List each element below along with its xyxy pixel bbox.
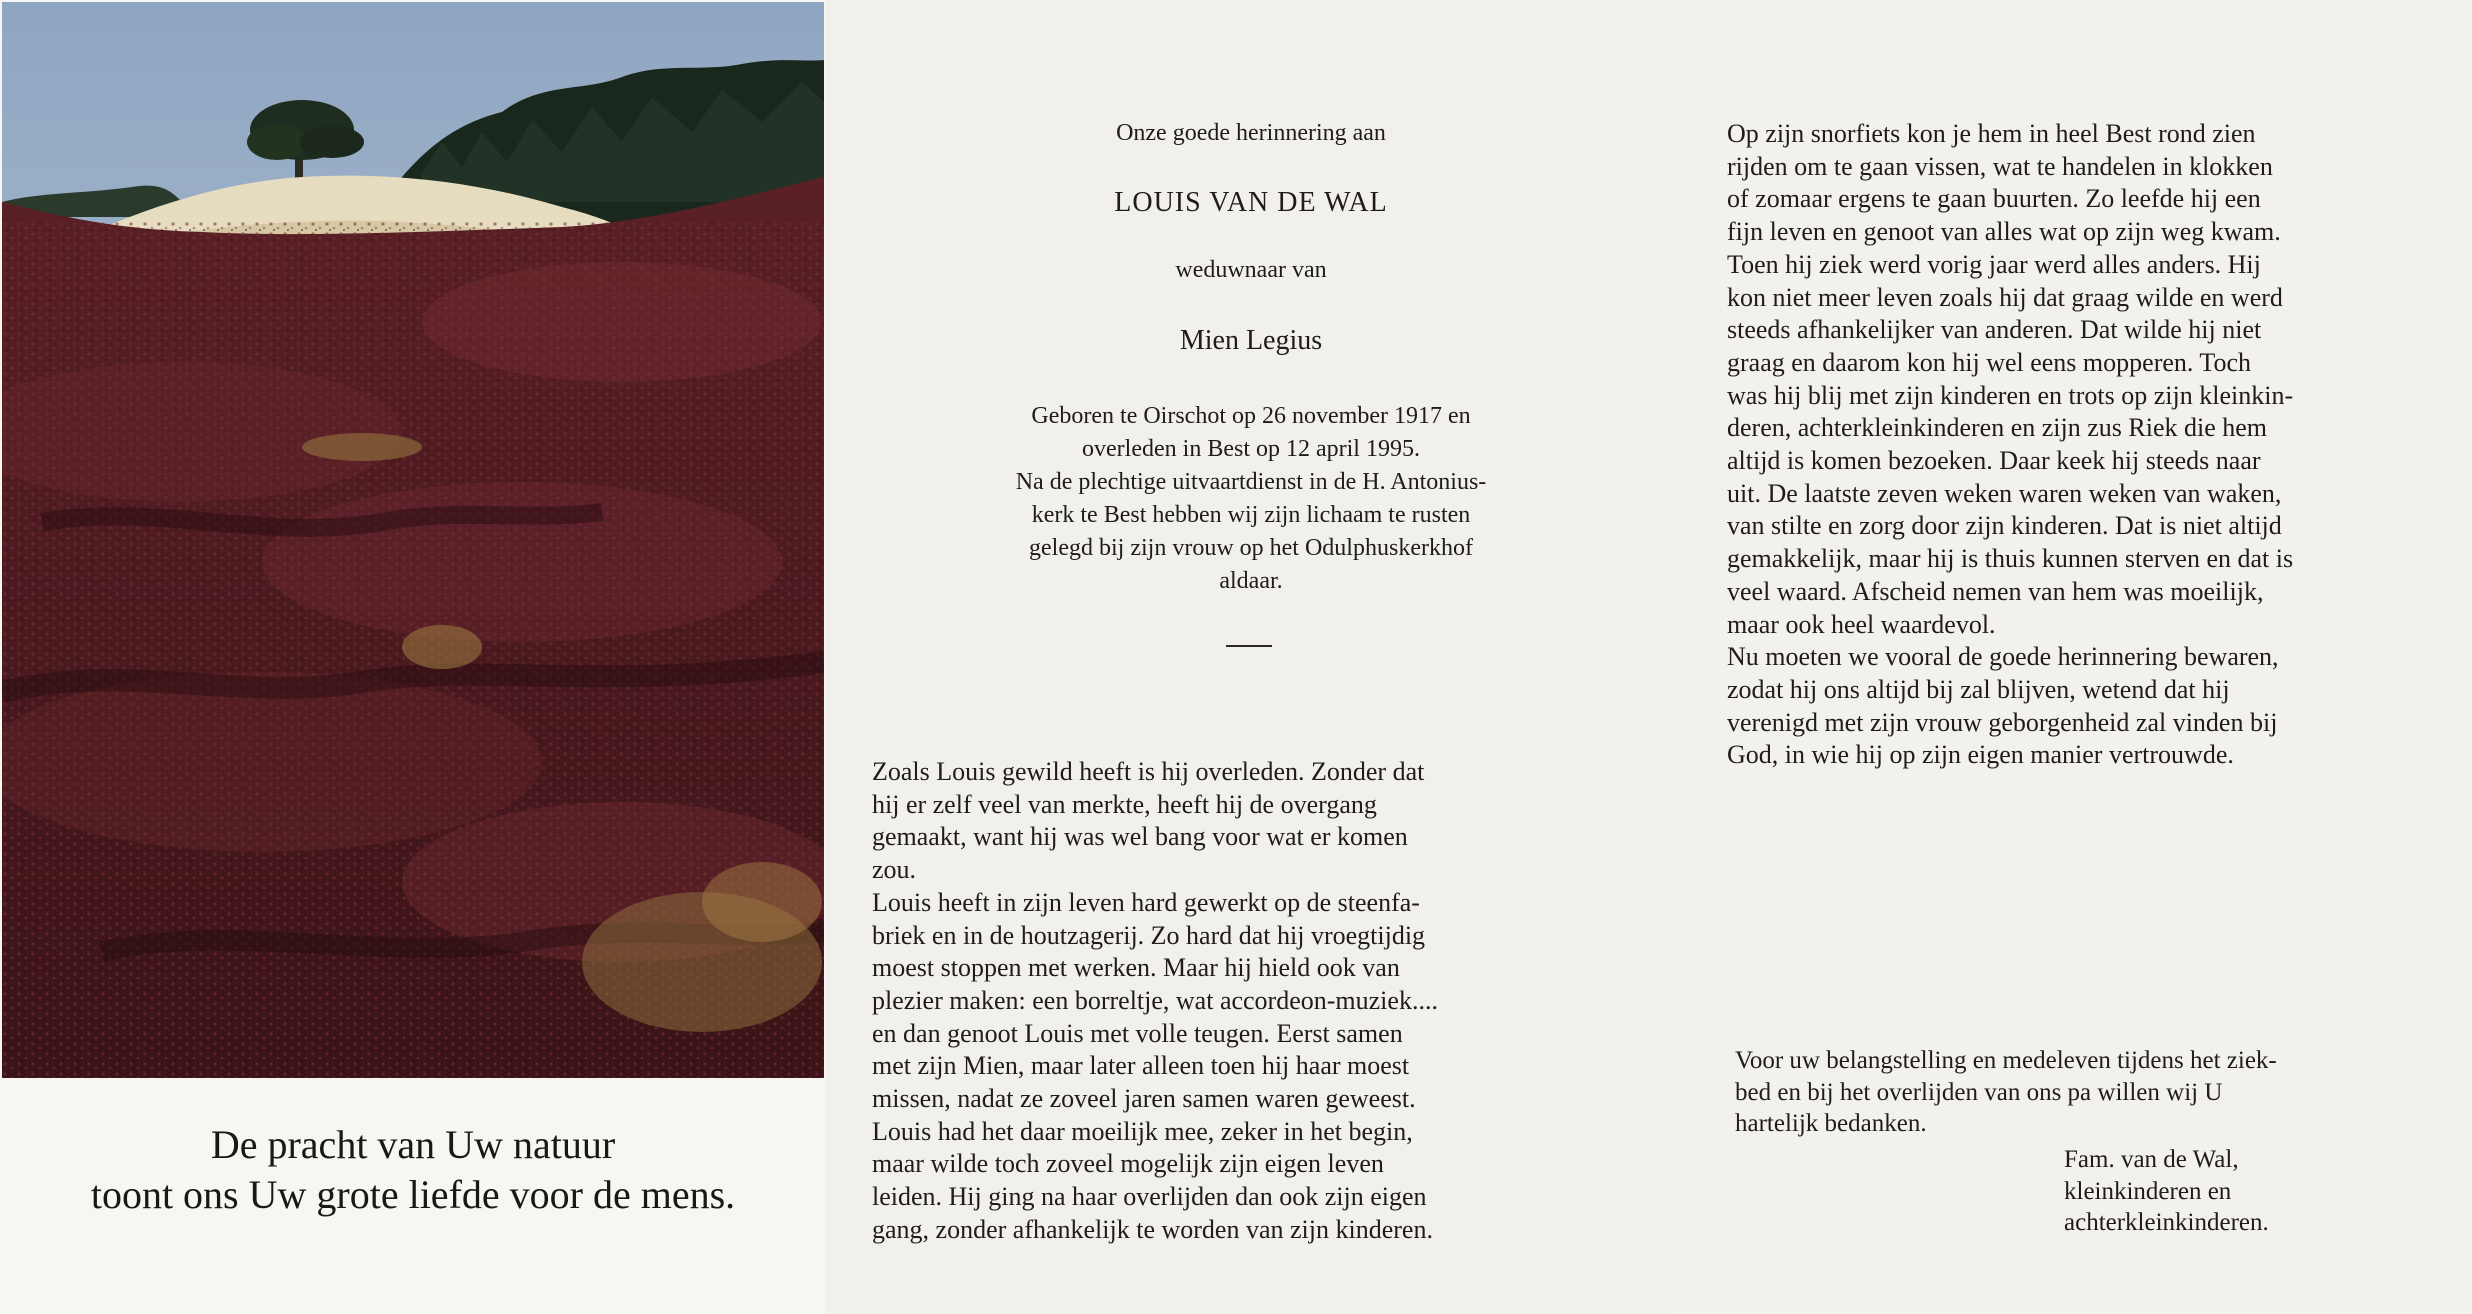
body-line: veel waard. Afscheid nemen van hem was moeilijk, — [1727, 576, 2264, 606]
body-line: gang, zonder afhankelijk te worden van zijn kinderen. — [872, 1214, 1433, 1244]
body-line: maar ook heel waardevol. — [1727, 609, 1996, 639]
body-line: kon niet meer leven zoals hij dat graag wilde en werd — [1727, 282, 2283, 312]
body-line: plezier maken: een borreltje, wat accordeon-muziek.... — [872, 985, 1438, 1015]
closing-line: hartelijk bedanken. — [1735, 1110, 1927, 1137]
details-line: overleden in Best op 12 april 1995. — [1082, 436, 1420, 462]
body-line: uit. De laatste zeven weken waren weken van waken, — [1727, 478, 2282, 508]
memorial-middle-panel — [826, 0, 1676, 1314]
body-line: gemaakt, want hij was wel bang voor wat er komen — [872, 822, 1408, 852]
body-line: deren, achterkleinkinderen en zijn zus Riek die hem — [1727, 413, 2268, 443]
body-line: leiden. Hij ging na haar overlijden dan ook zijn eigen — [872, 1182, 1427, 1212]
photo-panel — [0, 0, 826, 1314]
family-signature — [2064, 1144, 2269, 1239]
body-line: steeds afhankelijker van anderen. Dat wilde hij niet — [1727, 315, 2262, 345]
memorial-text-part-two — [1727, 118, 2293, 772]
body-line: fijn leven en genoot van alles wat op zijn weg kwam. — [1727, 217, 2281, 247]
caption-line: De pracht van Uw natuur — [210, 1122, 616, 1167]
body-line: verenigd met zijn vrouw geborgenheid zal vinden bij — [1727, 707, 2278, 737]
body-line: graag en daarom kon hij wel eens mopperen. Toch — [1727, 347, 2252, 377]
body-line: God, in wie hij op zijn eigen manier vertrouwde. — [1727, 740, 2234, 770]
body-line: Zoals Louis gewild heeft is hij overleden. Zonder dat — [872, 757, 1425, 786]
body-line: missen, nadat ze zoveel jaren samen waren geweest. — [872, 1084, 1416, 1114]
thank-you-text — [1735, 1045, 2277, 1140]
body-line: moest stoppen met werken. Maar hij hield ook van — [872, 953, 1400, 983]
body-line: zou. — [872, 855, 917, 885]
body-line: hij er zelf veel van merkte, heeft hij de overgang — [872, 789, 1377, 819]
body-line: en dan genoot Louis met volle teugen. Eerst samen — [872, 1018, 1403, 1048]
body-line: Nu moeten we vooral de goede herinnering bewaren, — [1727, 642, 2279, 672]
body-line: Op zijn snorfiets kon je hem in heel Best rond zien — [1727, 119, 2256, 148]
body-line: Toen hij ziek werd vorig jaar werd alles anders. Hij — [1727, 249, 2261, 279]
body-line: altijd is komen bezoeken. Daar keek hij steeds naar — [1727, 446, 2261, 476]
closing-line: bed en bij het overlijden van ons pa willen wij U — [1735, 1078, 2223, 1106]
widower-text: weduwnaar van — [1175, 257, 1327, 283]
photo-caption — [0, 1120, 826, 1220]
details-line: aldaar. — [1219, 568, 1283, 594]
body-line: rijden om te gaan vissen, wat te handelen in klokken — [1727, 151, 2273, 181]
body-line: gemakkelijk, maar hij is thuis kunnen sterven en dat is — [1727, 544, 2294, 574]
body-line: van stilte en zorg door zijn kinderen. Dat is niet altijd — [1727, 511, 2282, 541]
caption-line: toont ons Uw grote liefde voor de mens. — [90, 1172, 736, 1217]
body-line: was hij blij met zijn kinderen en trots op zijn kleinkin- — [1727, 380, 2294, 410]
body-line: briek en in de houtzagerij. Zo hard dat hij vroegtijdig — [872, 920, 1426, 950]
life-details — [826, 400, 1676, 598]
memorial-right-panel — [1676, 0, 2472, 1314]
closing-line: Voor uw belangstelling en medeleven tijdens het ziek- — [1735, 1047, 2277, 1074]
body-line: zodat hij ons altijd bij zal blijven, wetend dat hij — [1727, 674, 2230, 704]
body-line: Louis heeft in zijn leven hard gewerkt op de steenfa- — [872, 887, 1420, 917]
deceased-name: LOUIS VAN DE WAL — [1114, 187, 1388, 218]
details-line: kerk te Best hebben wij zijn lichaam te rusten — [1031, 502, 1471, 528]
intro-text: Onze goede herinnering aan — [1116, 120, 1386, 146]
signature-line: kleinkinderen en — [2064, 1177, 2232, 1205]
body-line: met zijn Mien, maar later alleen toen hij haar moest — [872, 1051, 1410, 1081]
details-line: Geboren te Oirschot op 26 november 1917 en — [1031, 403, 1471, 429]
signature-line: Fam. van de Wal, — [2064, 1146, 2239, 1173]
details-line: gelegd bij zijn vrouw op het Odulphuskerkhof — [1029, 535, 1473, 561]
memorial-text-part-one — [872, 756, 1438, 1247]
spouse-name: Mien Legius — [1179, 325, 1323, 356]
body-line: of zomaar ergens te gaan buurten. Zo leefde hij een — [1727, 184, 2261, 214]
details-line: Na de plechtige uitvaartdienst in de H. Antonius- — [1015, 469, 1487, 495]
signature-line: achterkleinkinderen. — [2064, 1209, 2269, 1236]
body-line: Louis had het daar moeilijk mee, zeker in het begin, — [872, 1116, 1413, 1146]
section-divider — [1226, 645, 1272, 647]
heathland-landscape-icon — [2, 2, 824, 1078]
body-line: maar wilde toch zoveel mogelijk zijn eigen leven — [872, 1149, 1384, 1179]
